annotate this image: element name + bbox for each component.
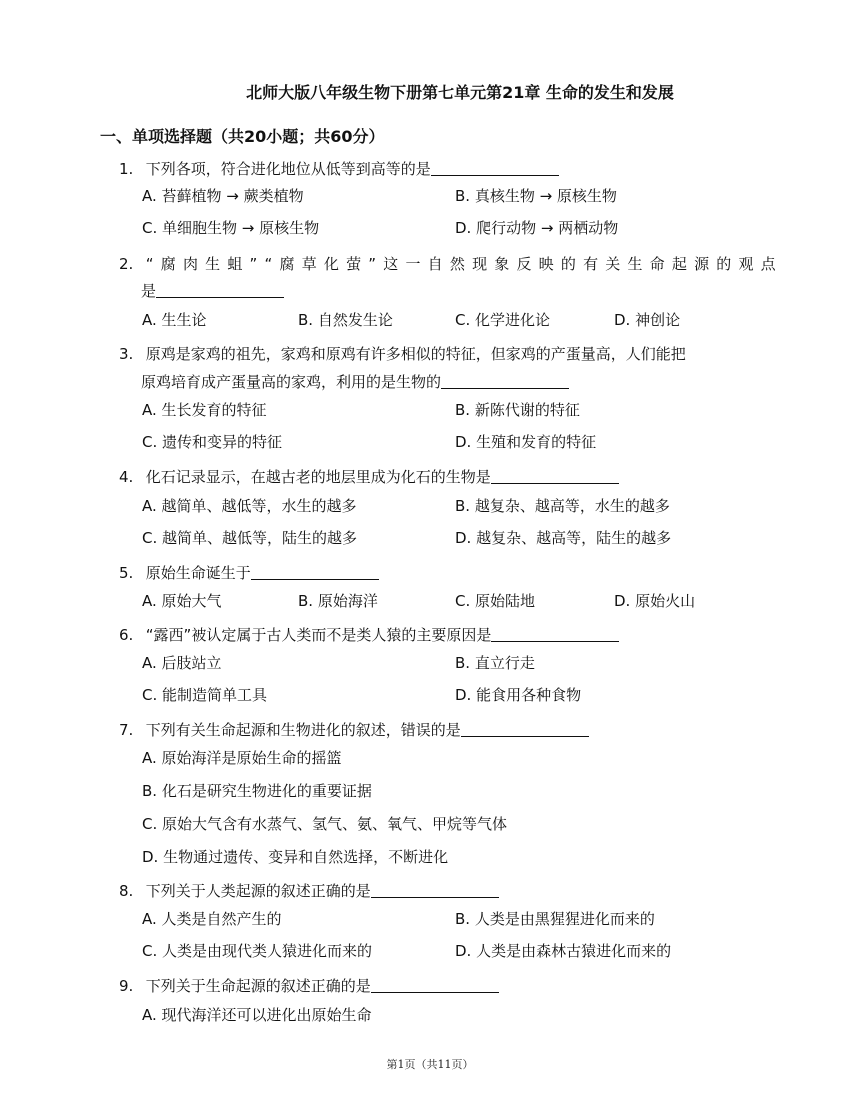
question-text: 下列各项，符合进化地位从低等到高等的是 [145,160,431,178]
question-9 [119,975,499,997]
question-number: 1. [119,160,134,178]
option-b[interactable]: B. 越复杂、越高等，水生的越多 [455,497,670,515]
option-a[interactable]: A. 现代海洋还可以进化出原始生命 [142,1006,372,1024]
question-3-continued [141,371,569,393]
option-b[interactable]: B. 人类是由黑猩猩进化而来的 [455,910,655,928]
option-a[interactable]: A. 人类是自然产生的 [142,910,282,928]
question-text: 原鸡是家鸡的祖先，家鸡和原鸡有许多相似的特征，但家鸡的产蛋量高，人们能把 [145,345,686,363]
option-b[interactable]: B. 化石是研究生物进化的重要证据 [142,782,372,800]
answer-blank[interactable] [491,625,619,642]
question-number: 8. [119,882,134,900]
question-number: 2. [119,255,134,273]
answer-blank[interactable] [491,467,619,484]
option-d[interactable]: D. 能食用各种食物 [455,686,582,704]
option-c[interactable]: C. 能制造简单工具 [142,686,268,704]
question-text: 化石记录显示，在越古老的地层里成为化石的生物是 [145,468,491,486]
option-a[interactable]: A. 生长发育的特征 [142,401,267,419]
question-number: 4. [119,468,134,486]
option-d[interactable]: D. 爬行动物 → 两栖动物 [455,219,619,237]
option-d[interactable]: D. 人类是由森林古猿进化而来的 [455,942,672,960]
question-text: “露西”被认定属于古人类而不是类人猿的主要原因是 [145,626,492,644]
question-7 [119,719,589,741]
option-c[interactable]: C. 越简单、越低等，陆生的越多 [142,529,358,547]
option-d[interactable]: D. 生物通过遗传、变异和自然选择，不断进化 [142,848,449,866]
question-number: 7. [119,721,134,739]
option-d[interactable]: D. 原始火山 [614,592,696,610]
question-text: 下列有关生命起源和生物进化的叙述，错误的是 [145,721,461,739]
option-c[interactable]: C. 人类是由现代类人猿进化而来的 [142,942,373,960]
question-number: 5. [119,564,134,582]
question-2 [119,253,783,275]
answer-blank[interactable] [371,976,499,993]
question-4 [119,466,619,488]
question-5 [119,562,379,584]
section-heading: 一、单项选择题（共20小题；共60分） [100,127,385,146]
option-c[interactable]: C. 单细胞生物 → 原核生物 [142,219,320,237]
question-number: 3. [119,345,134,363]
answer-blank[interactable] [156,281,284,298]
option-b[interactable]: B. 自然发生论 [298,311,393,329]
option-c[interactable]: C. 原始大气含有水蒸气、氢气、氨、氧气、甲烷等气体 [142,815,508,833]
question-text: “腐肉生蛆”“腐草化萤”这一自然现象反映的有关生命起源的观点 [145,255,783,273]
question-3 [119,343,686,365]
option-d[interactable]: D. 神创论 [614,311,681,329]
question-text: 下列关于人类起源的叙述正确的是 [145,882,371,900]
question-1 [119,158,559,180]
answer-blank[interactable] [461,720,589,737]
option-b[interactable]: B. 新陈代谢的特征 [455,401,580,419]
question-text-line2: 原鸡培育成产蛋量高的家鸡，利用的是生物的 [141,373,442,391]
option-a[interactable]: A. 原始大气 [142,592,222,610]
question-number: 9. [119,977,134,995]
answer-blank[interactable] [371,881,499,898]
page-footer: 第1页（共11页） [386,1058,474,1071]
question-2-continued [141,280,284,302]
option-b[interactable]: B. 真核生物 → 原核生物 [455,187,617,205]
option-d[interactable]: D. 生殖和发育的特征 [455,433,597,451]
option-a[interactable]: A. 生生论 [142,311,207,329]
option-a[interactable]: A. 越简单、越低等，水生的越多 [142,497,357,515]
question-6 [119,624,619,646]
question-text: 原始生命诞生于 [145,564,251,582]
option-a[interactable]: A. 原始海洋是原始生命的摇篮 [142,749,342,767]
question-number: 6. [119,626,134,644]
answer-blank[interactable] [441,372,569,389]
option-d[interactable]: D. 越复杂、越高等，陆生的越多 [455,529,672,547]
option-c[interactable]: C. 化学进化论 [455,311,551,329]
option-b[interactable]: B. 直立行走 [455,654,535,672]
question-text: 下列关于生命起源的叙述正确的是 [145,977,371,995]
option-a[interactable]: A. 苔藓植物 → 蕨类植物 [142,187,304,205]
option-c[interactable]: C. 原始陆地 [455,592,536,610]
option-c[interactable]: C. 遗传和变异的特征 [142,433,283,451]
option-b[interactable]: B. 原始海洋 [298,592,378,610]
option-a[interactable]: A. 后肢站立 [142,654,222,672]
question-text-line2: 是 [141,282,157,300]
question-8 [119,880,499,902]
page-title: 北师大版八年级生物下册第七单元第21章 生命的发生和发展 [246,83,674,102]
answer-blank[interactable] [251,563,379,580]
answer-blank[interactable] [431,159,559,176]
